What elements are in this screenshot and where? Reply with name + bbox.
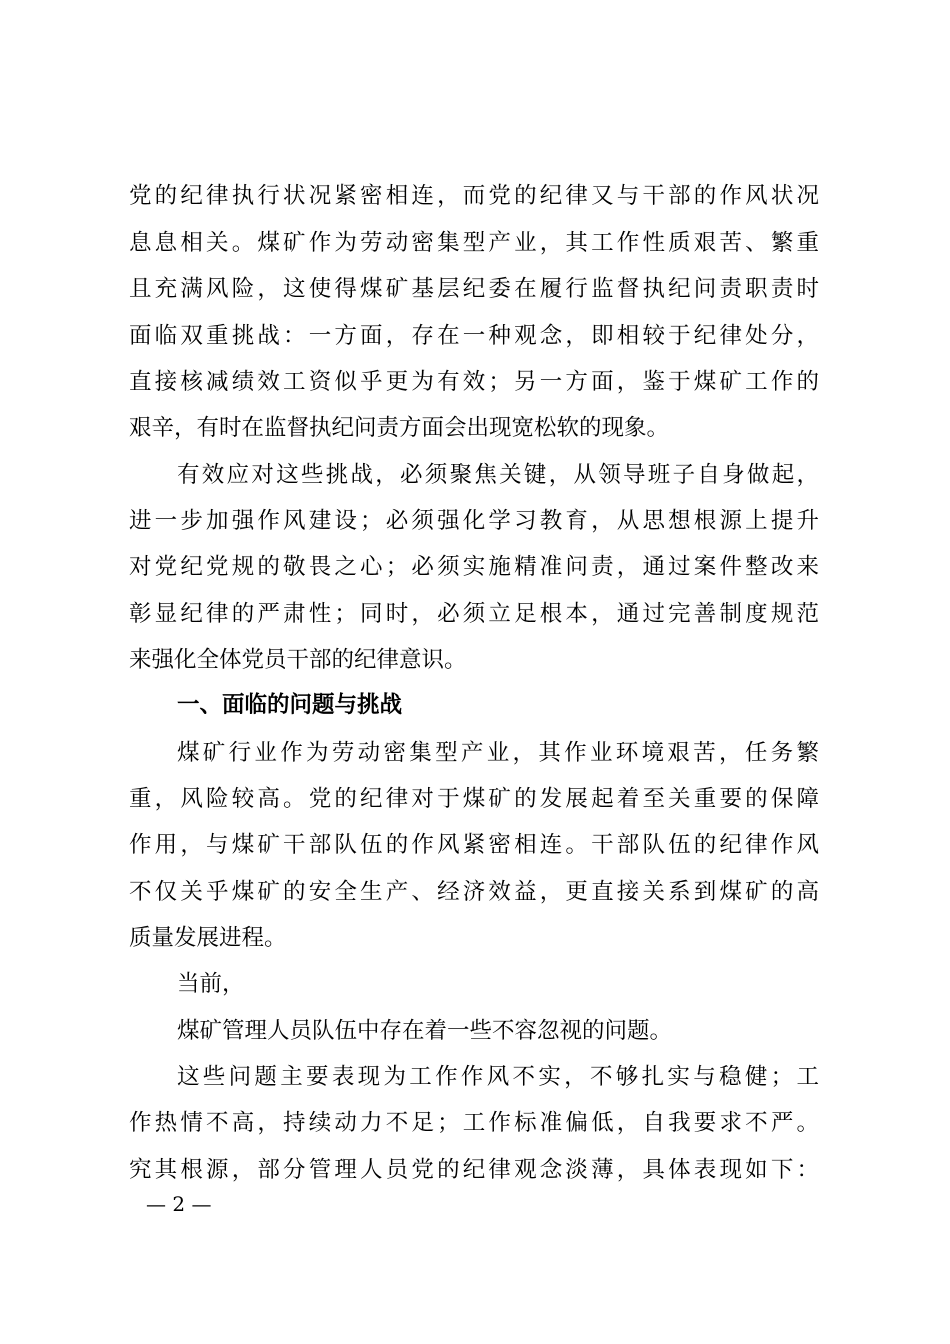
paragraph-line: 煤矿行业作为劳动密集型产业，其作业环境艰苦，任务繁 — [177, 740, 819, 766]
paragraph-line: 煤矿管理人员队伍中存在着一些不容忽视的问题。 — [177, 1018, 673, 1044]
paragraph-line: 当前， — [177, 971, 245, 997]
paragraph-line: 究其根源，部分管理人员党的纪律观念淡薄，具体表现如下： — [129, 1157, 819, 1183]
paragraph-line: 作热情不高，持续动力不足；工作标准偏低，自我要求不严。 — [129, 1110, 819, 1136]
section-heading: 一、面临的问题与挑战 — [177, 692, 403, 718]
paragraph-line: 且充满风险，这使得煤矿基层纪委在履行监督执纪问责职责时 — [129, 276, 819, 302]
paragraph-line: 来强化全体党员干部的纪律意识。 — [129, 647, 467, 673]
paragraph-line: 不仅关乎煤矿的安全生产、经济效益，更直接关系到煤矿的高 — [129, 879, 819, 905]
paragraph-line: 作用，与煤矿干部队伍的作风紧密相连。干部队伍的纪律作风 — [129, 832, 819, 858]
paragraph-line: 艰辛，有时在监督执纪问责方面会出现宽松软的现象。 — [129, 415, 670, 441]
paragraph-line: 党的纪律执行状况紧密相连，而党的纪律又与干部的作风状况 — [129, 183, 819, 209]
page-number: — 2 — — [146, 1192, 212, 1216]
paragraph-line: 进一步加强作风建设；必须强化学习教育，从思想根源上提升 — [129, 508, 819, 534]
paragraph-line: 有效应对这些挑战，必须聚焦关键，从领导班子自身做起， — [177, 462, 819, 488]
paragraph-line: 重，风险较高。党的纪律对于煤矿的发展起着至关重要的保障 — [129, 786, 819, 812]
paragraph-line: 这些问题主要表现为工作作风不实，不够扎实与稳健；工 — [177, 1064, 819, 1090]
paragraph-line: 对党纪党规的敬畏之心；必须实施精准问责，通过案件整改来 — [129, 554, 819, 580]
paragraph-line: 面临双重挑战：一方面，存在一种观念，即相较于纪律处分， — [129, 323, 819, 349]
paragraph-line: 息息相关。煤矿作为劳动密集型产业，其工作性质艰苦、繁重 — [129, 230, 819, 256]
paragraph-line: 质量发展进程。 — [129, 925, 287, 951]
paragraph-line: 彰显纪律的严肃性；同时，必须立足根本，通过完善制度规范 — [129, 601, 819, 627]
paragraph-line: 直接核减绩效工资似乎更为有效；另一方面，鉴于煤矿工作的 — [129, 369, 819, 395]
